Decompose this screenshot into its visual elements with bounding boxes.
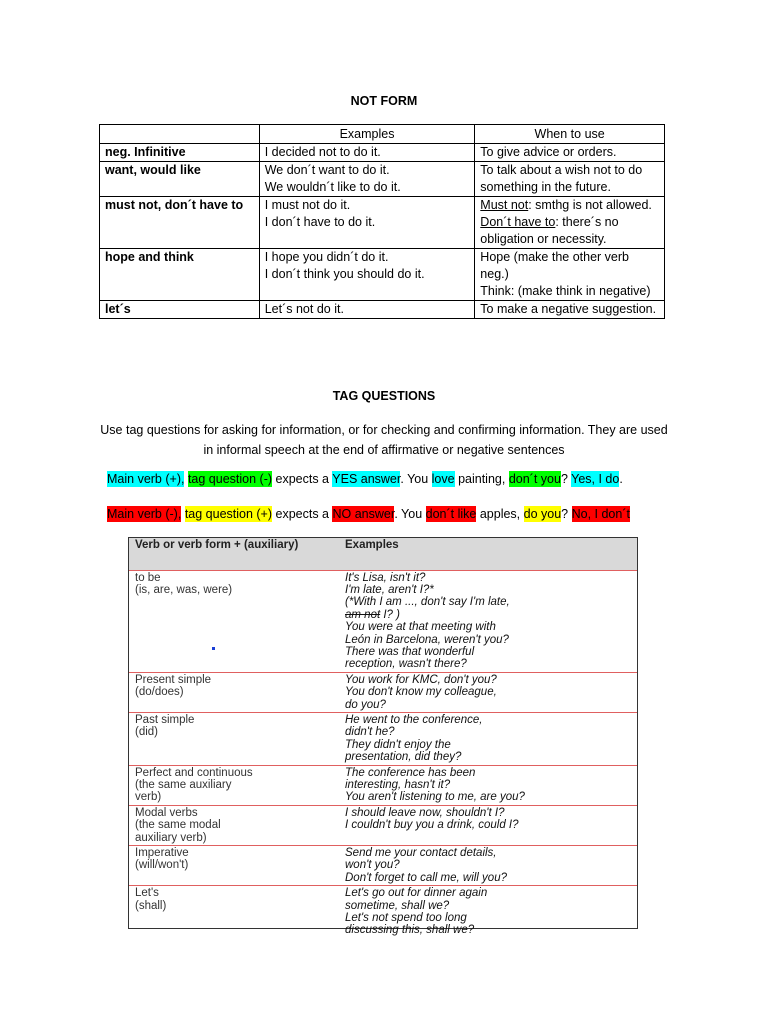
example-line: Let's not spend too long (345, 912, 467, 925)
example-reply-no: No, I don´t (571, 507, 630, 521)
example-line: We wouldn´t like to do it. (264, 180, 401, 194)
examples-cell (259, 144, 475, 162)
example-line: I must not do it. (264, 198, 351, 212)
when-text: Hope (make the other verb neg.) (480, 250, 629, 281)
example-line: The conference has been (345, 766, 476, 779)
tag-question-positive: tag question (+) (184, 507, 273, 521)
example-line: interesting, hasn't it? (345, 779, 451, 791)
example-line: He went to the conference, (345, 713, 483, 726)
example-tag-dont-you: don´t you (508, 472, 561, 486)
table-row (129, 672, 637, 712)
header-form (100, 125, 260, 144)
rule-affirmative (107, 472, 623, 486)
not-form-header-row (100, 125, 665, 144)
table-row (100, 144, 665, 162)
example-line: didn't he? (345, 726, 395, 739)
verb-line: verb) (135, 791, 162, 804)
table-row (129, 886, 637, 938)
table-row (129, 846, 637, 886)
not-form-table (99, 124, 665, 319)
when-line (480, 283, 659, 300)
verb-line: Imperative (135, 847, 189, 860)
example-line: We don´t want to do it. (264, 163, 390, 177)
rule-text: ? (560, 472, 572, 486)
tag-examples-cell (339, 805, 637, 845)
example-verb-dont-like: don´t like (425, 507, 477, 521)
when-line (480, 249, 659, 283)
when-text: : there´s no obligation or necessity. (480, 215, 619, 246)
example-reply-yes: Yes, I do (571, 472, 620, 486)
rule-text: painting, (454, 472, 509, 486)
verb-line: Modal verbs (135, 806, 198, 819)
header-examples: Examples (339, 538, 637, 570)
verb-line: (is, are, was, were) (135, 583, 233, 596)
examples-cell (259, 249, 475, 301)
example-line: (*With I am ..., don't say I'm late, (345, 596, 510, 609)
verb-line: (the same auxiliary (135, 779, 232, 791)
examples-cell (259, 162, 475, 197)
verb-cell (129, 672, 339, 712)
example-line: I don´t think you should do it. (264, 267, 425, 281)
table-row (129, 712, 637, 765)
form-cell: neg. Infinitive (100, 144, 260, 162)
table-row (129, 765, 637, 805)
verb-line: Past simple (135, 713, 195, 726)
when-cell (475, 249, 665, 301)
table-row (100, 197, 665, 249)
verb-line: to be (135, 571, 161, 584)
table-row (100, 301, 665, 319)
example-line: I couldn't buy you a drink, could I? (345, 819, 519, 832)
tag-examples-cell (339, 570, 637, 672)
rule-negative (107, 507, 630, 521)
example-line: I hope you didn´t do it. (264, 250, 389, 264)
when-text: : smthg is not allowed. (528, 198, 652, 212)
example-line: Let´s not do it. (264, 302, 344, 316)
example-line: Send me your contact details, (345, 847, 497, 860)
example-line: presentation, did they? (345, 751, 462, 764)
tag-table-header-row (129, 538, 637, 570)
examples-cell (259, 197, 475, 249)
rule-text: apples, (476, 507, 524, 521)
verb-cell (129, 712, 339, 765)
example-verb-love: love (431, 472, 455, 486)
example-line: There was that wonderful (345, 645, 475, 658)
example-line: I don´t have to do it. (264, 215, 376, 229)
example-line: Let's go out for dinner again (345, 887, 488, 900)
verb-cell (129, 570, 339, 672)
verb-cell (129, 805, 339, 845)
yes-answer: YES answer (332, 472, 401, 486)
verb-line: Let's (135, 887, 159, 900)
example-line (345, 609, 633, 621)
example-line: reception, wasn't there? (345, 658, 467, 671)
form-cell: must not, don´t have to (100, 197, 260, 249)
example-line: discussing this, shall we? (345, 924, 475, 937)
stray-dot-mark (212, 647, 215, 650)
header-when-to-use: When to use (475, 125, 665, 144)
example-line: I should leave now, shouldn't I? (345, 806, 505, 819)
not-form-title: NOT FORM (350, 94, 418, 108)
when-text: Think: (make think in negative) (480, 284, 651, 298)
table-row (129, 805, 637, 845)
example-line: They didn't enjoy the (345, 738, 451, 751)
tag-examples-cell (339, 765, 637, 805)
example-line: You were at that meeting with (345, 621, 496, 634)
when-keyword: Must not (480, 198, 529, 212)
verb-cell (129, 846, 339, 886)
when-cell (475, 162, 665, 197)
form-cell: want, would like (100, 162, 260, 197)
verb-line: (do/does) (135, 686, 184, 699)
table-row (100, 249, 665, 301)
example-rest: I? ) (380, 608, 400, 621)
when-keyword: Don´t have to (480, 215, 556, 229)
example-line: It's Lisa, isn't it? (345, 571, 426, 584)
when-line (480, 301, 659, 318)
struck-text: am not (345, 608, 381, 621)
tag-examples-cell (339, 672, 637, 712)
example-line: I decided not to do it. (264, 145, 381, 159)
verb-line: auxiliary verb) (135, 831, 207, 844)
verb-line: Present simple (135, 673, 212, 686)
example-line: sometime, shall we? (345, 899, 450, 912)
verb-line: (shall) (135, 899, 167, 912)
verb-line: Perfect and continuous (135, 766, 253, 779)
header-examples: Examples (259, 125, 475, 144)
table-row (100, 162, 665, 197)
no-answer: NO answer (332, 507, 395, 521)
when-text: To make a negative suggestion. (480, 302, 657, 316)
main-verb-positive: Main verb (+), (107, 472, 185, 486)
rule-text: . (619, 472, 623, 486)
example-line: Don't forget to call me, will you? (345, 871, 507, 884)
when-text: To talk about a wish not to do something in the future. (480, 163, 643, 194)
example-line: I'm late, aren't I?* (345, 583, 434, 596)
verb-line: (did) (135, 726, 159, 739)
when-line (480, 197, 659, 214)
tag-questions-title: TAG QUESTIONS (332, 389, 436, 403)
form-cell: hope and think (100, 249, 260, 301)
when-text: To give advice or orders. (480, 145, 617, 159)
tag-questions-table-image (128, 537, 638, 937)
example-line: You don't know my colleague, (345, 686, 497, 699)
rule-text: expects a (272, 472, 333, 486)
header-verb-form: Verb or verb form + (auxiliary) (129, 538, 339, 570)
rule-text: expects a (272, 507, 333, 521)
examples-cell (259, 301, 475, 319)
example-line: won't you? (345, 859, 400, 872)
form-cell: let´s (100, 301, 260, 319)
when-line (480, 214, 659, 248)
when-line (480, 162, 659, 196)
verb-line: (the same modal (135, 819, 221, 832)
when-cell (475, 301, 665, 319)
example-line: do you? (345, 698, 386, 711)
table-row (129, 570, 637, 672)
tag-questions-intro: Use tag questions for asking for information, or for checking and confirming information. They are used in informal speech at the end of affirmative or negative sentences (100, 423, 668, 457)
when-cell (475, 197, 665, 249)
rule-text: ? (561, 507, 572, 521)
example-line: You aren't listening to me, are you? (345, 791, 525, 804)
tag-examples-cell (339, 846, 637, 886)
when-cell (475, 144, 665, 162)
example-line: León in Barcelona, weren't you? (345, 633, 509, 646)
verb-cell (129, 886, 339, 938)
rule-text: . You (394, 507, 426, 521)
verb-cell (129, 765, 339, 805)
tag-question-negative: tag question (-) (187, 472, 273, 486)
example-line: You work for KMC, don't you? (345, 673, 497, 686)
example-tag-do-you: do you (523, 507, 562, 521)
rule-text: . You (400, 472, 432, 486)
when-line (480, 144, 659, 161)
tag-examples-cell (339, 712, 637, 765)
tag-examples-cell (339, 886, 637, 938)
tag-questions-table (129, 538, 637, 938)
main-verb-negative: Main verb (-), (107, 507, 182, 521)
verb-line: (will/won't) (135, 859, 189, 872)
